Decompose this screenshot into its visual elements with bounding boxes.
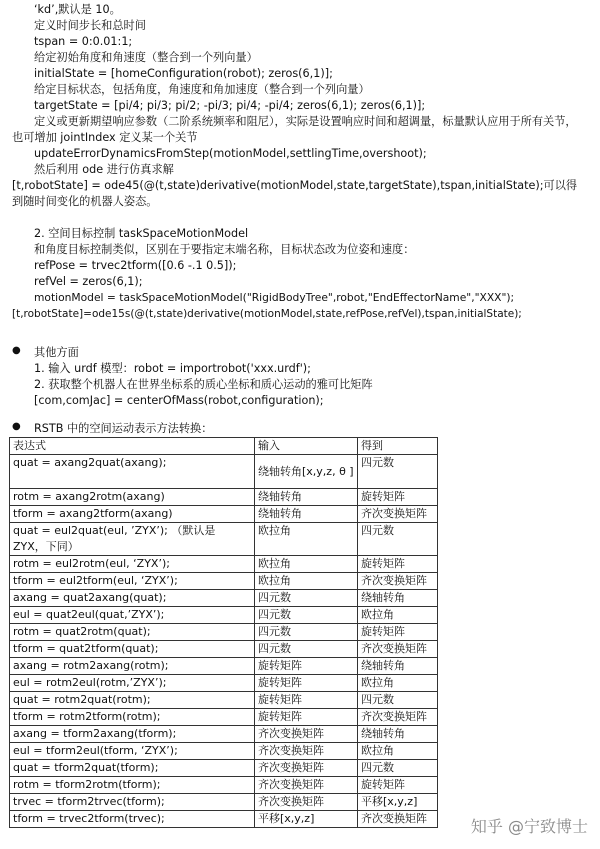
table-cell: 平移[x,y,z] (358, 794, 438, 811)
table-row (10, 811, 438, 828)
table-cell: 旋转矩阵 (255, 658, 358, 675)
line-ode45: [t,robotState] = ode45(@(t,state)derivative(motionModel,state,targetState),tspan,initialState);可以得到随时间变化的机器人姿态。 (12, 179, 578, 208)
line-center-of-mass: [com,comJac] = centerOfMass(robot,configuration); (34, 394, 324, 407)
line-ode15s: [t,robotState]=ode15s(@(t,state)derivative(motionModel,state,refPose,refVel),tspan,initialState); (12, 308, 522, 320)
table-cell: 齐次变换矩阵 (358, 573, 438, 590)
table-row (10, 794, 438, 811)
table-cell: eul = tform2eul(tform, ‘ZYX’); (10, 743, 255, 760)
table-cell: eul = quat2eul(quat,’ZYX’); (10, 607, 255, 624)
table-cell: 欧拉角 (255, 573, 358, 590)
table-cell: quat = eul2quat(eul, ’ZYX’); （默认是 ZYX，下同） (10, 523, 255, 556)
table-row (10, 455, 438, 489)
line-tspan: tspan = 0:0.01:1; (34, 35, 133, 48)
table-cell: 旋转矩阵 (255, 692, 358, 709)
table-row (10, 726, 438, 743)
table-cell: 绕轴转角[x,y,z, θ ] (255, 455, 358, 489)
table-cell: trvec = tform2trvec(tform); (10, 794, 255, 811)
table-cell: 四元数 (255, 590, 358, 607)
table-row (10, 709, 438, 726)
table-header-cell: 表达式 (10, 438, 255, 455)
table-row (10, 573, 438, 590)
table-cell: 四元数 (358, 692, 438, 709)
table-cell: axang = quat2axang(quat); (10, 590, 255, 607)
table-cell: 旋转矩阵 (358, 777, 438, 794)
table-row (10, 607, 438, 624)
table-cell: 绕轴转角 (255, 489, 358, 506)
line-initial-state: initialState = [homeConfiguration(robot); zeros(6,1)]; (34, 67, 333, 80)
table-cell: 旋转矩阵 (255, 709, 358, 726)
table-row (10, 777, 438, 794)
table-cell: 齐次变换矩阵 (358, 506, 438, 523)
conversion-table (9, 437, 438, 828)
table-cell: 齐次变换矩阵 (358, 811, 438, 828)
table-row (10, 692, 438, 709)
table-cell: 四元数 (358, 760, 438, 777)
table-cell: 四元数 (255, 641, 358, 658)
table-cell: 齐次变换矩阵 (255, 777, 358, 794)
table-cell: 齐次变换矩阵 (255, 794, 358, 811)
table-row (10, 590, 438, 607)
line-motion-model: motionModel = taskSpaceMotionModel("RigidBodyTree",robot,"EndEffectorName","XXX"); (34, 291, 515, 304)
table-cell: 四元数 (358, 523, 438, 556)
line-refpose: refPose = trvec2tform([0.6 -.1 0.5]); (34, 259, 237, 272)
line-import-urdf: 1. 输入 urdf 模型：robot = importrobot('xxx.urdf'); (34, 362, 311, 375)
table-cell: 欧拉角 (255, 523, 358, 556)
line-kd-default: ‘kd’,默认是 10。 (34, 3, 121, 16)
table-cell: axang = tform2axang(tform); (10, 726, 255, 743)
table-cell: 旋转矩阵 (255, 675, 358, 692)
section-other: 其他方面 (34, 346, 79, 359)
table-cell: 四元数 (255, 624, 358, 641)
table-header-row (10, 438, 438, 455)
table-row (10, 675, 438, 692)
table-cell: rotm = quat2rotm(quat); (10, 624, 255, 641)
table-cell: 绕轴转角 (358, 726, 438, 743)
table-cell: 齐次变换矩阵 (255, 743, 358, 760)
table-cell: tform = quat2tform(quat); (10, 641, 255, 658)
table-cell: 绕轴转角 (358, 590, 438, 607)
table-cell: tform = trvec2tform(trvec); (10, 811, 255, 828)
section-task-space: 2. 空间目标控制 taskSpaceMotionModel (34, 227, 249, 240)
table-cell: 旋转矩阵 (358, 624, 438, 641)
table-header-cell: 输入 (255, 438, 358, 455)
table-cell: tform = axang2tform(axang) (10, 506, 255, 523)
table-row (10, 743, 438, 760)
table-cell: 绕轴转角 (255, 506, 358, 523)
line-update-error-dynamics: updateErrorDynamicsFromStep(motionModel,settlingTime,overshoot); (34, 147, 427, 160)
table-cell: 齐次变换矩阵 (255, 760, 358, 777)
table-cell: 旋转矩阵 (358, 489, 438, 506)
table-cell: 齐次变换矩阵 (358, 709, 438, 726)
bullet-rstb: ● (12, 421, 21, 432)
table-row (10, 489, 438, 506)
table-cell: tform = eul2tform(eul, ‘ZYX’); (10, 573, 255, 590)
table-cell: 齐次变换矩阵 (358, 641, 438, 658)
table-header-cell: 得到 (358, 438, 438, 455)
table-cell: axang = rotm2axang(rotm); (10, 658, 255, 675)
table-cell: 欧拉角 (358, 675, 438, 692)
table-row (10, 624, 438, 641)
table-cell: rotm = tform2rotm(tform); (10, 777, 255, 794)
line-define-timestep: 定义时间步长和总时间 (34, 19, 146, 32)
table-row (10, 641, 438, 658)
line-center-of-mass-desc: 2. 获取整个机器人在世界坐标系的质心坐标和质心运动的雅可比矩阵 (34, 378, 373, 391)
section-rstb: RSTB 中的空间运动表示方法转换： (34, 422, 213, 435)
line-response-params: 定义或更新期望响应参数（二阶系统频率和阻尼），实际是设置响应时间和超调量，标量默认应用于所有关节，也可增加 jointIndex 定义某一个关节 (12, 115, 577, 144)
table-cell: eul = rotm2eul(rotm,’ZYX’); (10, 675, 255, 692)
line-task-space-desc: 和角度目标控制类似，区别在于要指定末端名称，目标状态改为位姿和速度： (34, 243, 415, 256)
watermark: 知乎 @宁致博士 (470, 817, 588, 836)
line-refvel: refVel = zeros(6,1); (34, 275, 143, 288)
table-row (10, 658, 438, 675)
table-cell: quat = axang2quat(axang); (10, 455, 255, 489)
table-row (10, 506, 438, 523)
table-cell: rotm = axang2rotm(axang) (10, 489, 255, 506)
line-target-state: targetState = [pi/4; pi/3; pi/2; -pi/3; pi/4; -pi/4; zeros(6,1); zeros(6,1)]; (34, 99, 426, 112)
table-cell: rotm = eul2rotm(eul, ‘ZYX’); (10, 556, 255, 573)
bullet-other: ● (12, 345, 21, 356)
table-cell: 四元数 (358, 455, 438, 489)
table-row (10, 760, 438, 777)
table-cell: 欧拉角 (358, 743, 438, 760)
table-cell: 欧拉角 (358, 607, 438, 624)
line-target-state-desc: 给定目标状态，包括角度，角速度和角加速度（整合到一个列向量） (34, 83, 370, 96)
table-cell: 平移[x,y,z] (255, 811, 358, 828)
table-cell: 欧拉角 (255, 556, 358, 573)
table-row (10, 556, 438, 573)
table-cell: 四元数 (255, 607, 358, 624)
table-row (10, 523, 438, 556)
table-cell: 绕轴转角 (358, 658, 438, 675)
table-cell: quat = rotm2quat(rotm); (10, 692, 255, 709)
line-ode-solve: 然后利用 ode 进行仿真求解 (34, 163, 174, 176)
table-cell: 旋转矩阵 (358, 556, 438, 573)
line-initial-angle: 给定初始角度和角速度（整合到一个列向量） (34, 51, 258, 64)
table-cell: tform = rotm2tform(rotm); (10, 709, 255, 726)
table-cell: 齐次变换矩阵 (255, 726, 358, 743)
table-cell: quat = tform2quat(tform); (10, 760, 255, 777)
